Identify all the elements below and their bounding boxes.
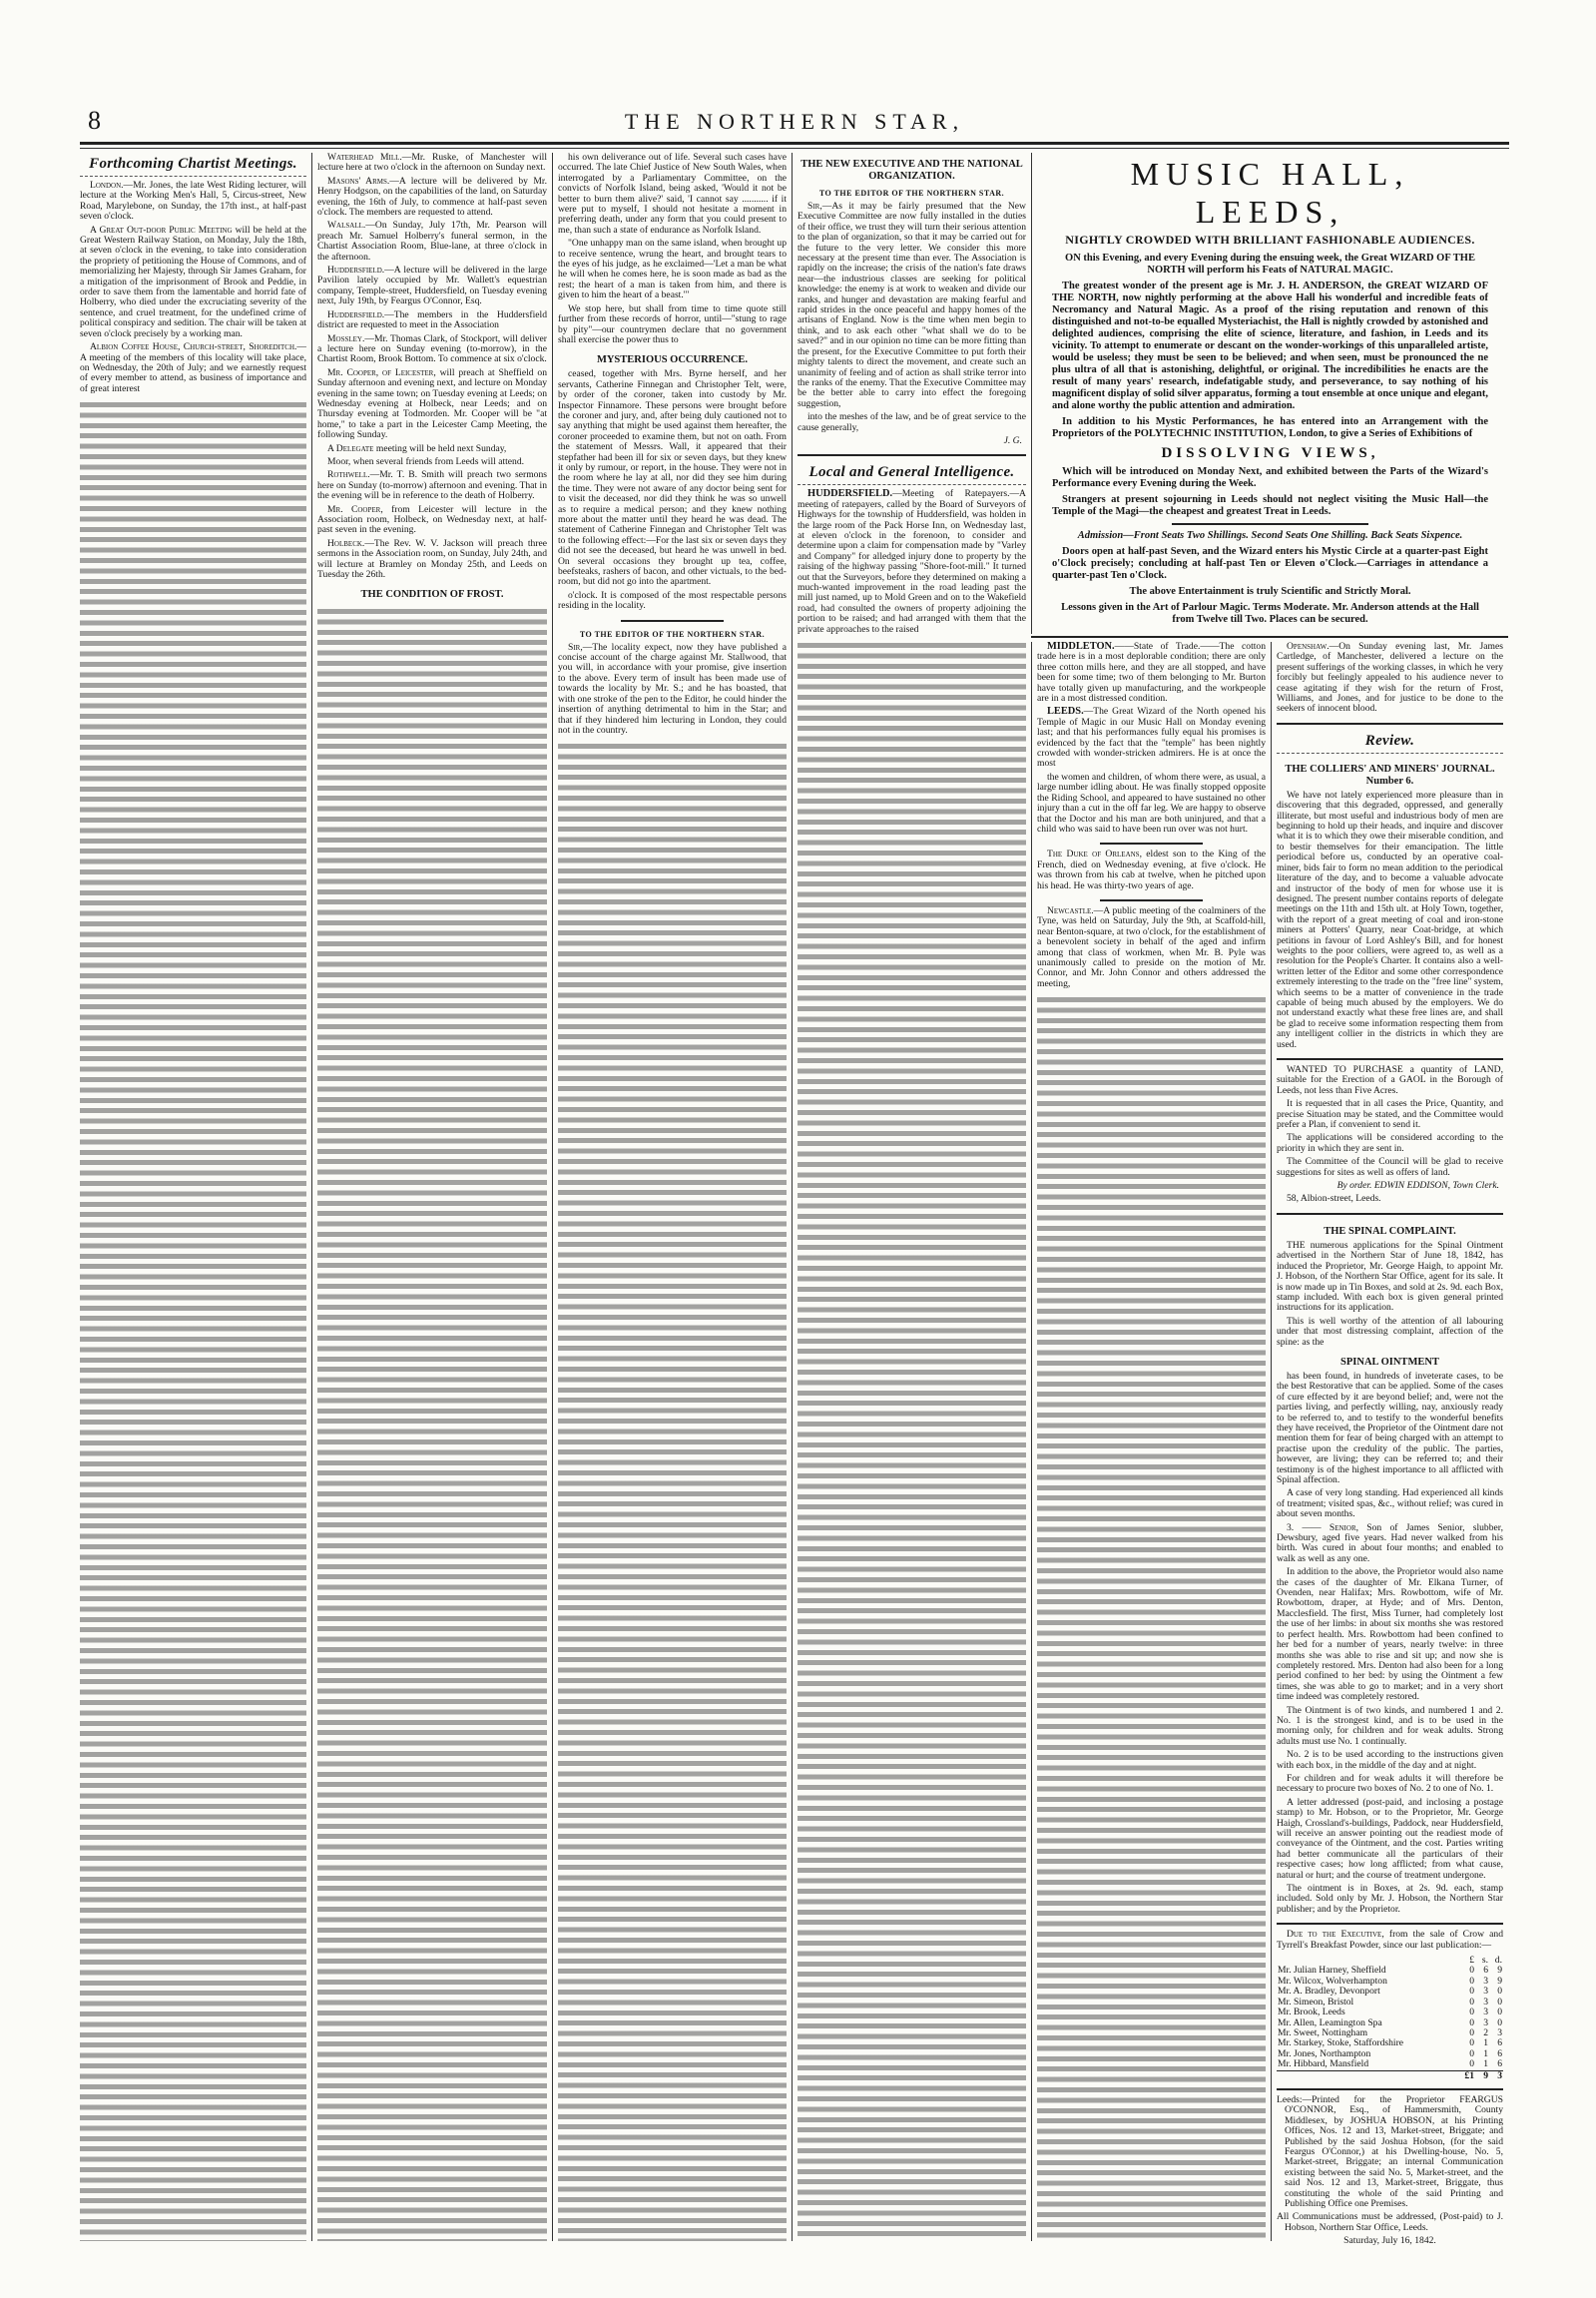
article-paragraph bbox=[317, 368, 547, 441]
column-6-lower bbox=[1271, 641, 1508, 2247]
amount-d: 9 bbox=[1497, 1975, 1502, 1987]
article-title: MYSTERIOUS OCCURRENCE. bbox=[596, 354, 749, 366]
paragraph-text: We have not lately experienced more pleasure than in discovering that this degraded, oppressed, and generally illiterate, but most useful and industrious body of men are beginning to hold up their heads, and inquire and discover what it is to which they owe their miserable condition, and to bestir themselves for their emancipation. The little periodical before us, conducted by an operative coal-miner, bids fair to form no mean addition to the periodical literature of the day, and to become a valuable advocate and instructor of the body of men for whose use it is designed. The present number contains reports of delegate meetings on the 11th and 15th ult. at Holy Town, together, with the report of a great meeting of coal and iron-stone miners at Potters' Quarry, near Coat-bridge, at which petitions in favour of Lord Ashley's Bill, and for honest weights to the poor colliers, were agreed to, as well as a resolution for the People's Charter. It contains also a well-written letter of the Editor and some other correspondence extremely interesting to the trade on the "free line" system, which seems to be a matter of convenience in the trade capable of being much abused by the employers. We do not understand exactly what these free lines are, and shall be glad to receive some information respecting them from any intelligent collier in the districts in which they are used. bbox=[1277, 789, 1503, 1050]
article-paragraph bbox=[317, 334, 547, 365]
paragraph-lead: 3. —— Senior, bbox=[1287, 1521, 1359, 1533]
masthead-rule bbox=[80, 142, 1509, 149]
article-paragraph bbox=[1277, 1065, 1503, 1096]
contributor-name: Mr. Hibbard, Mansfield bbox=[1278, 2058, 1369, 2070]
signature: By order. EDWIN EDDISON, Town Clerk. bbox=[1336, 1180, 1499, 1192]
article-paragraph bbox=[798, 202, 1026, 409]
article-paragraph bbox=[317, 266, 547, 307]
continued-text-lines bbox=[558, 741, 787, 2241]
contributor-name: Mr. Jones, Northampton bbox=[1278, 2047, 1371, 2059]
paragraph-lead: Openshaw. bbox=[1287, 641, 1330, 652]
amount-s: 3 bbox=[1483, 1986, 1488, 1998]
article-subheading: TO THE EDITOR OF THE NORTHERN STAR. bbox=[579, 629, 766, 639]
article-paragraph bbox=[317, 310, 547, 331]
paragraph-text: ——State of Trade.——The cotton trade here is in a most deplorable condition; there are only three cotton mills here, and they are all stopped, and have been for some time; two of them belonging to Mr. Burton have totally given up manufacturing, and the workpeople are in a most distressed condition. bbox=[1037, 641, 1266, 705]
paragraph-lead: Mossley. bbox=[327, 332, 365, 344]
table-header-cell: £ bbox=[1469, 1955, 1474, 1967]
ad-intro: ON this Evening, and every Evening during the ensuing week, the Great WIZARD OF THE NORTH will perform his Feats of NATURAL MAGIC. bbox=[1065, 253, 1475, 276]
article-paragraph bbox=[1277, 1706, 1503, 1748]
article-paragraph bbox=[1037, 850, 1266, 891]
imprint-date: Saturday, July 16, 1842. bbox=[1343, 2235, 1436, 2247]
article-paragraph bbox=[1277, 1099, 1503, 1130]
ad-title: MUSIC HALL, LEEDS, bbox=[1130, 156, 1410, 230]
amount-s: 1 bbox=[1483, 2047, 1488, 2059]
paragraph-text: We stop here, but shall from time to time quote still further from these records of horror, until—"stung to rage by pity"—our countrymen declare that no government shall exercise the power thus to bbox=[558, 302, 787, 345]
ad-bottom-rule bbox=[1031, 636, 1508, 638]
paragraph-text: —The members in the Huddersfield district are requested to meet in the Association bbox=[317, 308, 547, 331]
contributor-name: Mr. Brook, Leeds bbox=[1278, 2007, 1345, 2018]
ad-moral: The above Entertainment is truly Scientific and Strictly Moral. bbox=[1129, 586, 1411, 597]
article-paragraph bbox=[317, 177, 547, 219]
contributor-name: Mr. Wilcox, Wolverhampton bbox=[1278, 1975, 1387, 1987]
paragraph-text: will preach at Sheffield on Sunday afternoon and evening next, and lecture on Monday evening in the same town; on Tuesday evening at Leeds; on Wednesday evening at Holbeck, near Leeds; and on Thursday evening at Todmorden. Mr. Cooper will be "at home," to take a part in the Leicester Camp Meeting, the following Sunday. bbox=[317, 366, 547, 441]
paragraph-text: The applications will be considered according to the priority in which they are sent in. bbox=[1277, 1132, 1503, 1154]
contributor-name: Mr. Sweet, Nottingham bbox=[1278, 2026, 1368, 2038]
amount-d: 3 bbox=[1497, 2026, 1502, 2038]
amount-s: 1 bbox=[1483, 2058, 1488, 2070]
column-divider bbox=[1277, 1923, 1503, 1925]
column-divider bbox=[1277, 723, 1503, 725]
continued-text-lines bbox=[798, 640, 1026, 2241]
total-label bbox=[1277, 2070, 1461, 2081]
article-title: THE CONDITION OF FROST. bbox=[360, 589, 504, 601]
article-paragraph bbox=[558, 153, 787, 236]
amount-l: 0 bbox=[1469, 2037, 1474, 2049]
paragraph-lead: Rothwell. bbox=[327, 469, 370, 481]
ornament-rule bbox=[1100, 843, 1203, 845]
amount-d: 0 bbox=[1497, 2007, 1502, 2018]
imprint-rule bbox=[1277, 2088, 1503, 2090]
article-paragraph bbox=[1037, 707, 1266, 769]
paragraph-text: This is well worthy of the attention of all labouring under that most distressing complaint, affection of the spine: as the bbox=[1277, 1315, 1503, 1348]
article-paragraph bbox=[798, 412, 1026, 433]
paragraph-lead: Due to the Executive, bbox=[1287, 1929, 1384, 1941]
ad-admission: Admission—Front Seats Two Shillings. Second Seats One Shilling. Back Seats Sixpence. bbox=[1077, 530, 1463, 541]
total-s: 9 bbox=[1475, 2070, 1489, 2081]
column-5-lower bbox=[1031, 642, 1271, 2241]
paragraph-text: will be held at the Great Western Railway Station, on Monday, July the 18th, at seven o'clock in the evening, to take into consideration the propriety of petitioning the House of Commons, and of memorializing her Majesty, through Sir James Graham, for a mitigation of the imprisonment of Brook and Peddie, in order to save them from the lamentable and horrid fate of Holberry, who died under the excruciating severity of the sentence, and cruel treatment, for the undefined crime of political conspiracy and sedition. The chair will be taken at seven o'clock precisely by a working man. bbox=[80, 224, 306, 339]
section-heading: Forthcoming Chartist Meetings. bbox=[80, 155, 306, 177]
paragraph-text: the women and children, of whom there were, as usual, a large number idling about. He was finally stopped opposite the Riding School, and appeared to have sustained no other injury than a cut in the off far leg. We are happy to observe that the Doctor and his man are both uninjured, and that a child who was said to have been run over was not hurt. bbox=[1037, 771, 1266, 835]
continued-text-lines bbox=[317, 606, 547, 2241]
article-paragraph bbox=[317, 539, 547, 581]
newspaper-title: THE NORTHERN STAR, bbox=[624, 109, 965, 134]
paragraph-lead: London. bbox=[90, 180, 124, 191]
paragraph-lead: Holbeck. bbox=[327, 537, 365, 549]
signature: J. G. bbox=[1003, 434, 1022, 446]
amount-l: 0 bbox=[1469, 2026, 1474, 2038]
paragraph-lead: Huddersfield. bbox=[327, 265, 385, 277]
masthead bbox=[80, 104, 1509, 148]
article-paragraph bbox=[1277, 1567, 1503, 1702]
article-paragraph bbox=[558, 643, 787, 737]
article-paragraph bbox=[80, 181, 306, 223]
imprint bbox=[1277, 2095, 1503, 2250]
paragraph-text: For children and for weak adults it will therefore be necessary to procure two boxes of No. 2 to one of No. 1. bbox=[1277, 1772, 1503, 1795]
paragraph-text: The Committee of the Council will be glad to receive suggestions for sites as well as offers of land. bbox=[1277, 1156, 1503, 1178]
amount-l: 0 bbox=[1469, 2016, 1474, 2028]
article-paragraph bbox=[317, 444, 547, 454]
paragraph-text: —The locality expect, now they have published a concise account of the charge against Mr. Stallwood, that you will, in accordance with your promise, give insertion to the above. Every term of insult has been made use of towards the locality by Mr. S.; and he has boasted, that with one stroke of the pen to the Editor, he could hinder the insertion of anything detrimental to him in the Star; and that if they hindered him lecturing in London, they could not in the country. bbox=[558, 641, 787, 736]
column-divider bbox=[1277, 1058, 1503, 1060]
paragraph-lead: Sir, bbox=[568, 641, 583, 653]
article-paragraph bbox=[1277, 1194, 1503, 1204]
article-paragraph bbox=[317, 505, 547, 536]
contributor-name: Mr. Simeon, Bristol bbox=[1278, 1996, 1354, 2008]
paragraph-text: —On Sunday, July 17th, Mr. Pearson will preach Mr. Samuel Holberry's funeral sermon, in the Chartist Association Room, Blue-lane, at three o'clock in the afternoon. bbox=[317, 220, 547, 263]
column-1 bbox=[75, 153, 311, 2241]
table-row bbox=[1277, 2059, 1503, 2070]
paragraph-text: No. 2 is to be used according to the instructions given with each box, in the middle of the day and at night. bbox=[1277, 1749, 1503, 1771]
amount-s: 6 bbox=[1483, 1965, 1488, 1977]
article-paragraph bbox=[1277, 1157, 1503, 1178]
continued-text-lines bbox=[80, 399, 306, 2241]
article-paragraph bbox=[558, 304, 787, 346]
article-paragraph bbox=[1277, 1372, 1503, 1485]
paragraph-text: ceased, together with Mrs. Byrne herself, and her servants, Catherine Finnegan and Christopher Telt, were, by order of the coroner, taken into custody by Mr. Inspector Finnamore. These persons were brought before the coroner and jury, and, after being duly cautioned not to say anything that might be used against them hereafter, the coroner proceeded to examine them, but not on oath. From the statement of Messrs. Wall, it appeared that their stepfather had been ill for six or seven days, but they knew it only by rumour, or report, in the house. They were not in the room where he lay at all, nor did they see him during the time. They were not aware of any doctor being sent for to visit the deceased, nor did they think he was so unwell as to require a medical person; and they knew nothing more about the matter until they heard he was dead. The statement of Catherine Finnegan and Christopher Telt was to the following effect:—For the last six or seven days they did not see the deceased, but heard he was unwell in bed. On several occasions they brought up tea, coffee, beefsteaks, rashers of bacon, and other victuals, to the bed-room, but did not go into the apartment. bbox=[558, 368, 787, 588]
column-divider bbox=[1277, 1213, 1503, 1215]
paragraph-text: The Ointment is of two kinds, and numbered 1 and 2. No. 1 is the strongest kind, and is to be used in the morning only, for children and for weak adults. Strong adults must use No. 1 continually. bbox=[1277, 1704, 1503, 1747]
article-title: THE COLLIERS' AND MINERS' JOURNAL. Number 6. bbox=[1285, 763, 1495, 787]
paragraph-text: —Mr. Jones, the late West Riding lecturer, will lecture at the Working Men's Hall, 5, Circus-street, New Road, Marylebone, on Sunday, the 17th inst., at half-past seven o'clock. bbox=[80, 180, 306, 223]
paragraph-lead: Walsall. bbox=[327, 220, 366, 232]
amount-s: 1 bbox=[1483, 2037, 1488, 2049]
ad-body: The greatest wonder of the present age is Mr. J. H. ANDERSON, the GREAT WIZARD OF THE NORTH, now nightly performing at the above Hall his wonderful and incredible feats of Necromancy and Natural Magic. As a proof of the rising reputation and renown of this distinguished and not-to-be equalled Mysteriachist, the Hall is nightly crowded by astonished and delighted audiences, comprising the elite of science, literature, and fashion, in Leeds and its vicinity. To attempt to enumerate or descant on the wonder-workings of this unparalleled artiste, would be useless; they must be seen to be believed; and when seen, must be pronounced the ne plus ultra of all that is astonishing, delightful, or original. The incredibilities he enacts are the result of many years' research, indefatigable study, and perseverance, to say nothing of his magnificent display of solid silver apparatus, forming a tout ensemble at once unique and elegant, and alone worthy the public attention and admiration. bbox=[1052, 281, 1488, 411]
contributor-name: Mr. Julian Harney, Sheffield bbox=[1278, 1965, 1386, 1977]
paragraph-text: "One unhappy man on the same island, when brought up to receive sentence, wrung the heart, and brought tears to the eyes of his judge, as he exclaimed—'Let a man be what he will when he comes here, he is soon made as bad as the rest; the heart of a man is taken from him, and there is given to him the heart of a beast.'" bbox=[558, 238, 787, 301]
paragraph-text: —A public meeting of the coalminers of the Tyne, was held on Saturday, July the 9th, at Scaffold-hill, near Benton-square, at two o'clock, for the establishment of a benevolent society in behalf of the aged and infirm among that class of workmen, when Mr. B. Pyle was unanimously called to preside on the motion of Mr. Connor, and Mr. John Connor and others addressed the meeting, bbox=[1037, 904, 1266, 989]
paragraph-lead: Sir, bbox=[807, 201, 822, 212]
imprint-printed: Leeds:—Printed for the Proprietor FEARGUS O'CONNOR, Esq., of Hammersmith, County Middlesex, by JOSHUA HOBSON, at his Printing Offices, Nos. 12 and 13, Market-street, Briggate; and Published by the said Joshua Hobson, (for the said Feargus O'Connor,) at his Dwelling-house, No. 5, Market-street, Briggate; an internal Communication existing between the said No. 5, Market-street, and the said Nos. 12 and 13, Market-street, Briggate, thus constituting the whole of the said Printing and Publishing Office one Premises. bbox=[1277, 2093, 1503, 2209]
paragraph-lead: Mr. Cooper, bbox=[327, 503, 383, 515]
paragraph-text: Son of James Senior, slubber, Dewsbury, aged five years. Had never walked from his birth. Was cured in about four months; and enabled to walk as well as any one. bbox=[1277, 1521, 1503, 1564]
paragraph-lead: HUDDERSFIELD. bbox=[807, 488, 893, 500]
paragraph-text: —On Sunday evening last, Mr. James Cartledge, of Manchester, delivered a lecture on the present sufferings of the working classes, in which he very forcibly but feelingly appealed to his audience never to cease agitating if they wish for the return of Frost, Williams, and Jones, and for justice to be done to the seekers of innocent blood. bbox=[1277, 641, 1503, 715]
paragraph-text: meeting will be held next Sunday, bbox=[373, 442, 507, 454]
page-number: 8 bbox=[88, 106, 101, 135]
paragraph-text: into the meshes of the law, and be of great service to the cause generally, bbox=[798, 411, 1026, 433]
total-l: £1 bbox=[1461, 2070, 1475, 2081]
paragraph-text: It is requested that in all cases the Price, Quantity, and precise Situation may be stated, and the Committee would prefer a Plan, if convenient to send it. bbox=[1277, 1098, 1503, 1131]
amount-s: 3 bbox=[1483, 2016, 1488, 2028]
paragraph-lead: Masons' Arms. bbox=[327, 175, 390, 187]
imprint-communications: All Communications must be addressed, (Post-paid) to J. Hobson, Northern Star Office, Leeds. bbox=[1277, 2211, 1503, 2233]
article-paragraph bbox=[1277, 1798, 1503, 1881]
amount-s: 2 bbox=[1483, 2026, 1488, 2038]
paragraph-lead: The Duke of Orleans, bbox=[1047, 849, 1142, 861]
section-heading: Review. bbox=[1277, 732, 1503, 754]
amount-s: 3 bbox=[1483, 2007, 1488, 2018]
amount-l: 0 bbox=[1469, 1986, 1474, 1998]
article-paragraph bbox=[317, 153, 547, 174]
amount-l: 0 bbox=[1469, 1975, 1474, 1987]
amount-d: 0 bbox=[1497, 2016, 1502, 2028]
ad-lessons: Lessons given in the Art of Parlour Magic. Terms Moderate. Mr. Anderson attends at the Hall from Twelve till Two. Places can be secured. bbox=[1061, 602, 1479, 625]
music-hall-advertisement bbox=[1031, 153, 1508, 634]
contributor-name: Mr. Starkey, Stoke, Staffordshire bbox=[1278, 2037, 1404, 2049]
table-header-cell: s. bbox=[1481, 1955, 1488, 1967]
paragraph-text: —A lecture will be delivered by Mr. Henry Hodgson, on the capabilities of the land, on Saturday evening, the 16th of July, to commence at half-past seven o'clock. The members are requested to attend. bbox=[317, 175, 547, 219]
amount-d: 6 bbox=[1497, 2037, 1502, 2049]
paragraph-lead: Huddersfield. bbox=[327, 308, 385, 320]
paragraph-lead: MIDDLETON. bbox=[1047, 641, 1115, 652]
amount-d: 6 bbox=[1497, 2047, 1502, 2059]
article-paragraph bbox=[1277, 1133, 1503, 1154]
amount-l: 0 bbox=[1469, 2058, 1474, 2070]
paragraph-text: —The Rev. W. V. Jackson will preach three sermons in the Association room, on Sunday, July 24th, and will lecture at Bramley on Monday 25th, and Leeds on Tuesday the 26th. bbox=[317, 537, 547, 581]
section-heading: Local and General Intelligence. bbox=[798, 463, 1026, 485]
paragraph-text: eldest son to the King of the French, died on Wednesday evening, at five o'clock. He was thrown from his cab at twelve, when he pitched upon his head. He was thirty-two years of age. bbox=[1037, 849, 1266, 891]
paragraph-text: —Mr. T. B. Smith will preach two sermons here on Sunday (to-morrow) afternoon and evening. That in the evening will be in reference to the death of Holberry. bbox=[317, 469, 547, 502]
paragraph-lead: A Great Out-door Public Meeting bbox=[90, 224, 233, 236]
paragraph-text: o'clock. It is composed of the most respectable persons residing in the locality. bbox=[558, 589, 787, 612]
column-divider bbox=[798, 454, 1026, 456]
paragraph-text: has been found, in hundreds of inveterate cases, to be the best Restorative that can be applied. Some of the cases of cure effected by it are beyond belief; and, were not the parties living, and perfectly willing, nay, anxiously ready to be referred to, and to testify to the wonderful benefits they have received, the Proprietor of the Ointment dare not mention them for fear of being charged with an attempt to practise upon the credulity of the public. The parties, however, are living; they can be referred to; and their testimony is of the highest importance to all afflicted with Spinal affection. bbox=[1277, 1370, 1503, 1485]
article-subheading: TO THE EDITOR OF THE NORTHERN STAR. bbox=[818, 189, 1005, 198]
paragraph-text: THE numerous applications for the Spinal Ointment advertised in the Northern Star of June 18, 1842, has induced the Proprietor, Mr. George Haigh, to appoint Mr. J. Hobson, of the Northern Star Office, agent for its sale. It is now made up in Tin Boxes, and sold at 2s. 9d. each Box, stamp included. With each box is given general printed instructions for its application. bbox=[1277, 1239, 1503, 1314]
contributor-name: Mr. A. Bradley, Devonport bbox=[1278, 1986, 1380, 1998]
table-row bbox=[1277, 2008, 1503, 2017]
article-paragraph bbox=[1277, 1750, 1503, 1771]
ad-doors: Doors open at half-past Seven, and the Wizard enters his Mystic Circle at a quarter-past Eight o'Clock precisely; concluding at half-past Ten or Eleven o'Clock.—Carriages in attendance a quarter-past Ten o'Clock. bbox=[1052, 546, 1488, 581]
paragraph-text: —A meeting of the members of this locality will take place, on Wednesday, the 20th of July; and we earnestly request of every member to attend, as business of importance and of great interest bbox=[80, 341, 306, 394]
amount-s: 3 bbox=[1483, 1975, 1488, 1987]
paragraph-text: —The Great Wizard of the North opened his Temple of Magic in our Music Hall on Monday evening last; and that his performances fully equal his promises is evidenced by the fact that the "temple" has been nightly crowded with wonder-stricken admirers. He is at once the most bbox=[1037, 706, 1266, 770]
ad-monday: Which will be introduced on Monday Next, and exhibited between the Parts of the Wizard's Performance every Evening during the Week. bbox=[1052, 466, 1488, 489]
paragraph-text: from the sale of Crow and Tyrrell's Breakfast Powder, since our last publication:— bbox=[1277, 1929, 1503, 1951]
column-4 bbox=[792, 153, 1031, 2241]
article-paragraph bbox=[1277, 1930, 1503, 1951]
article-paragraph bbox=[1037, 642, 1266, 704]
right-columns bbox=[1031, 153, 1508, 2247]
article-paragraph bbox=[1277, 1774, 1503, 1795]
article-paragraph bbox=[1277, 1488, 1503, 1519]
paragraph-text: A letter addressed (post-paid, and inclosing a postage stamp) to Mr. Hobson, or to the Proprietor, Mr. George Haigh, Crossland's-buildings, Paddock, near Huddersfield, will receive an answer pointing out the readiest mode of conveyance of the Ointment, and the cost. Parties writing had better communicate all the particulars of their respective cases; how long afflicted; from what cause, natural or hurt; and the course of treatment undergone. bbox=[1277, 1796, 1503, 1881]
total-d: 3 bbox=[1489, 2070, 1503, 2081]
amount-l: 0 bbox=[1469, 2047, 1474, 2059]
article-paragraph bbox=[558, 239, 787, 300]
paragraph-text: A case of very long standing. Had experienced all kinds of treatment; visited spas, &c., without relief; was cured in about seven months. bbox=[1277, 1487, 1503, 1520]
paragraph-text: —Meeting of Ratepayers.—A meeting of ratepayers, called by the Board of Surveyors of Highways for the township of Huddersfield, was holden in the large room of the Pack Horse Inn, on Wednesday last, at eleven o'clock in the forenoon, to consider and determine upon a claim for compensation made by "Varley and Company" for alledged injury done to property by the raising of the highway passing "Shore-foot-mill." It turned out that the Surveyors, before they determined on making a much-wanted improvement in the road leading past the mill just named, up to Mold Green and on to the Wakefield road, had consulted the owners of property adjoining the portion to be raised; and had arranged with them that the private approaches to the raised bbox=[798, 488, 1026, 635]
amount-d: 6 bbox=[1497, 2058, 1502, 2070]
article-title: THE NEW EXECUTIVE AND THE NATIONAL ORGANIZATION. bbox=[800, 159, 1023, 182]
article-paragraph bbox=[1277, 1884, 1503, 1915]
ornament-rule bbox=[621, 620, 724, 622]
paragraph-lead: Mr. Cooper, of Leicester, bbox=[327, 366, 436, 378]
ad-strangers: Strangers at present sojourning in Leeds should not neglect visiting the Music Hall—the Temple of the Magi—the cheapest and greatest Treat in Leeds. bbox=[1052, 494, 1488, 517]
column-3 bbox=[552, 153, 792, 2241]
paragraph-text: 58, Albion-street, Leeds. bbox=[1287, 1193, 1381, 1205]
paragraph-lead: A Delegate bbox=[327, 442, 374, 454]
paragraph-lead: Waterhead Mill. bbox=[327, 152, 402, 163]
article-paragraph bbox=[798, 489, 1026, 635]
article-title: THE SPINAL COMPLAINT. bbox=[1324, 1225, 1456, 1237]
amount-s: 3 bbox=[1483, 1996, 1488, 2008]
paragraph-lead: WANTED TO PURCHASE bbox=[1287, 1064, 1403, 1075]
article-paragraph bbox=[1037, 773, 1266, 835]
paragraph-text: Moor, when several friends from Leeds will attend. bbox=[327, 455, 525, 467]
article-paragraph bbox=[317, 221, 547, 263]
ad-polytechnic: In addition to his Mystic Performances, he has entered into an Arrangement with the Proprietors of the POLYTECHNIC INSTITUTION, London, to give a Series of Exhibitions of bbox=[1052, 416, 1488, 439]
article-paragraph bbox=[558, 369, 787, 588]
article-paragraph bbox=[80, 226, 306, 339]
paragraph-text: a quantity of LAND, suitable for the Erection of a GAOL in the Borough of Leeds, not less than Five Acres. bbox=[1277, 1064, 1503, 1096]
article-paragraph bbox=[558, 591, 787, 612]
due-to-executive-table bbox=[1277, 1956, 1503, 2081]
paragraph-text: In addition to the above, the Proprietor would also name the cases of the daughter of Mr. Elkana Turner, of Ovenden, near Halifax; Mrs. Rowbottom, wife of Mr. Rowbottom, draper, at Hyde; and of Mrs. Denton, Macclesfield. The first, Miss Turner, had completely lost the use of her limbs: in about six months she was restored to perfect health. Mrs. Rowbottom had been confined to her bed for a number of years, nearly twelve: in three months she was able to rise and sit up; and now she is completely restored. Mrs. Denton had also been for a long period confined to her bed: by using the Ointment a few times, she was able to go to market; and in a very short time indeed was completely restored. bbox=[1277, 1566, 1503, 1703]
ad-dissolving-views: DISSOLVING VIEWS, bbox=[1161, 445, 1379, 461]
article-paragraph bbox=[317, 470, 547, 501]
table-total-row bbox=[1277, 2070, 1503, 2081]
paragraph-text: his own deliverance out of life. Several such cases have occurred. The late Chief Justice of New South Wales, when interrogated by a Parliamentary Committee, on the convicts of Norfolk Island, being asked, 'Would it not be better to burn them alive?' said, 'I cannot say ........... if it were put to myself, I should not hesitate a moment in preferring death, under any form that you could present to me, than such a state of endurance as Norfolk Island. bbox=[558, 152, 787, 236]
amount-d: 9 bbox=[1497, 1965, 1502, 1977]
article-paragraph bbox=[1037, 906, 1266, 989]
article-paragraph bbox=[1277, 1317, 1503, 1348]
article-paragraph bbox=[317, 457, 547, 467]
table-header-cell: d. bbox=[1494, 1955, 1502, 1967]
paragraph-text: —As it may be fairly presumed that the New Executive Committee are now fully installed in the duties of their office, we trust they will turn their serious attention to the plan of organization, so that it may be carried out for the future to the very letter. We consider this more necessary at the present time than ever. The Association is rapidly on the increase; the crisis of the nation's fate draws near—the industrious classes are seeking for political knowledge: the enemy is at work to weaken and divide our ranks, and hunger and devastation are making fearful and rapid strides in the once peaceful and happy homes of the artisans of England. Now is the time when men begin to think, and to ask each other "what shall we do to be saved?" and in our opinion no time can be more fitting than the present, for the Executive Committee to put forth their mighty talents to direct the movement, and create such an unanimity of feeling and of action as shall strike terror into the ranks of the enemy. That the Executive Committee may be the better able to carry into effect the foregoing suggestion, bbox=[798, 201, 1026, 409]
paragraph-lead: Albion Coffee House, Church-street, Shoreditch. bbox=[90, 341, 297, 353]
article-paragraph bbox=[1277, 791, 1503, 1050]
article-paragraph bbox=[1277, 1523, 1503, 1565]
paragraph-lead: LEEDS. bbox=[1047, 706, 1084, 718]
article-paragraph bbox=[80, 342, 306, 394]
amount-d: 0 bbox=[1497, 1986, 1502, 1998]
amount-l: 0 bbox=[1469, 2007, 1474, 2018]
paragraph-text: —Mr. Thomas Clark, of Stockport, will deliver a lecture here on Sunday evening (to-morrow), in the Chartist Room, Brook Bottom. To commence at six o'clock. bbox=[317, 332, 547, 365]
continued-text-lines bbox=[1037, 994, 1266, 2241]
paragraph-lead: Newcastle. bbox=[1047, 904, 1094, 916]
ad-divider bbox=[1172, 523, 1368, 525]
paragraph-text: from Leicester will lecture in the Association room, Holbeck, on Wednesday next, at half-past seven in the evening. bbox=[317, 503, 547, 536]
article-paragraph bbox=[1277, 642, 1503, 715]
paragraph-text: The ointment is in Boxes, at 2s. 9d. each, stamp included. Sold only by Mr. J. Hobson, the Northern Star publisher; and by the Proprietor. bbox=[1277, 1883, 1503, 1915]
ad-tagline: NIGHTLY CROWDED WITH BRILLIANT FASHIONABLE AUDIENCES. bbox=[1065, 233, 1475, 247]
paragraph-text: —Mr. Ruske, of Manchester will lecture here at two o'clock in the afternoon on Sunday next. bbox=[317, 152, 547, 174]
amount-d: 0 bbox=[1497, 1996, 1502, 2008]
lower-columns bbox=[1031, 641, 1508, 2247]
article-title: SPINAL OINTMENT bbox=[1340, 1356, 1439, 1368]
amount-l: 0 bbox=[1469, 1996, 1474, 2008]
amount-l: 0 bbox=[1469, 1965, 1474, 1977]
column-2 bbox=[311, 153, 552, 2241]
ornament-rule bbox=[1100, 899, 1203, 901]
article-paragraph bbox=[1277, 1241, 1503, 1314]
paragraph-text: —A lecture will be delivered in the large Pavilion lately occupied by Mr. Wallett's equestrian company, Temple-street, Huddersfield, on Tuesday evening next, July 19th, by Feargus O'Connor, Esq. bbox=[317, 265, 547, 307]
contributor-name: Mr. Allen, Leamington Spa bbox=[1278, 2016, 1382, 2028]
